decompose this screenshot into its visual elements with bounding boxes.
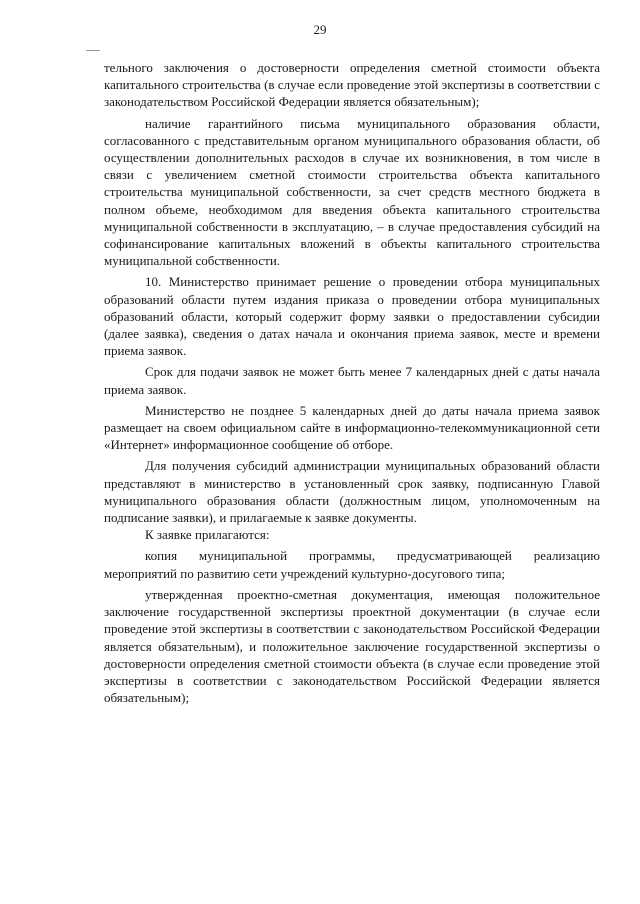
scan-mark — [86, 50, 100, 51]
paragraph-deadline: Срок для подачи заявок не может быть менее 7 календарных дней с даты начала приема заявок. — [104, 364, 600, 397]
paragraph-continuation: тельного заключения о достоверности определения сметной стоимости объекта капитального строительства (в случае если проведение этой экспертизы в соответствии с законодательством Российской Федерации является обязательным); — [104, 60, 600, 110]
paragraph-guarantee-letter: наличие гарантийного письма муниципального образования области, согласованного с представительным органом муниципального образования области, об осуществлении дополнительных расходов в случае их возникновения, в том числе в связи с увеличением сметной стоимости строительства объекта капитального строительства муниципальной собственности, за счет средств местного бюджета в полном объеме, необходимом для введения объекта капитального строительства муниципальной собственности в эксплуатацию, – в случае предоставления субсидий на софинансирование капитальных вложений в объекты капитального строительства муниципальной собственности. — [104, 115, 600, 269]
paragraph-publication: Министерство не позднее 5 календарных дней до даты начала приема заявок размещает на своем официальном сайте в информационно-телекоммуникационной сети «Интернет» информационное сообщение об отборе. — [104, 402, 600, 453]
paragraph-item-10: 10. Министерство принимает решение о проведении отбора муниципальных образований области путем издания приказа о проведении отбора муниципальных образований области, который содержит форму заявки о предоставлении субсидии (далее заявка), сведения о датах начала и окончания приема заявок, месте и времени приема заявок. — [104, 274, 600, 359]
page-body — [104, 59, 600, 706]
paragraph-program-copy: копия муниципальной программы, предусматривающей реализацию мероприятий по развитию сети учреждений культурно-досугового типа; — [104, 548, 600, 581]
page-number: 29 — [313, 22, 327, 37]
paragraph-project-docs: утвержденная проектно-сметная документация, имеющая положительное заключение государственной экспертизы проектной документации (в случае если проведение этой экспертизы в соответствии с законодательством Российской Федерации является обязательным), и положительное заключение государственной экспертизы о достоверности определения сметной стоимости объекта (в случае если проведение этой экспертизы в соответствии с законодательством Российской Федерации является обязательным); — [104, 586, 600, 706]
paragraph-submission: Для получения субсидий администрации муниципальных образований области представляют в министерство в установленный срок заявку, подписанную Главой муниципального образования области (должностным лицом, уполномоченным на подписание заявки), и прилагаемые к заявке документы. — [104, 458, 600, 526]
paragraph-attachments-heading: К заявке прилагаются: — [145, 527, 270, 543]
